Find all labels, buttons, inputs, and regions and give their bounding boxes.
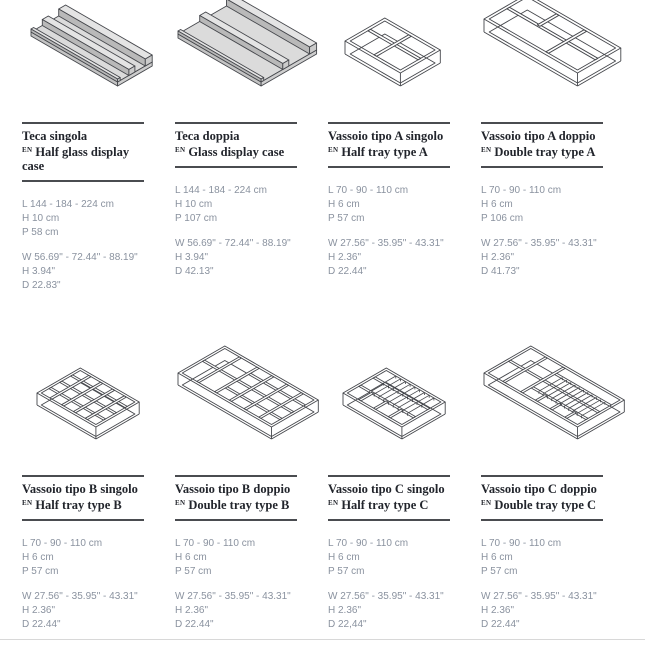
dim-width-in: W 27.56" - 35.95" - 43.31" (481, 238, 597, 249)
dim-depth-cm: P 57 cm (22, 566, 59, 577)
product-illustration (481, 0, 603, 122)
dimensions-metric (328, 537, 450, 579)
product-illustration (481, 353, 603, 475)
dim-width-in: W 27.56" - 35.95" - 43.31" (328, 238, 444, 249)
product-name-it: Vassoio tipo A singolo (328, 129, 444, 143)
product-card (481, 353, 603, 632)
dim-length-cm: L 144 - 184 - 224 cm (175, 185, 267, 196)
product-name-en-line (175, 143, 297, 159)
language-tag: EN (22, 146, 33, 154)
dim-height-in: H 3.94" (22, 266, 56, 277)
dim-length-cm: L 70 - 90 - 110 cm (175, 538, 256, 549)
illustration-half-glass-display-case (28, 2, 156, 89)
dim-width-in: W 27.56" - 35.95" - 43.31" (22, 591, 138, 602)
dim-height-in: H 2.36" (328, 605, 362, 616)
dim-height-in: H 2.36" (481, 252, 515, 263)
dim-length-cm: L 70 - 90 - 110 cm (22, 538, 103, 549)
language-tag: EN (481, 146, 492, 154)
product-name-en-line (481, 143, 603, 159)
product-card (328, 353, 450, 632)
product-name-en-line (328, 496, 450, 512)
dim-width-in: W 27.56" - 35.95" - 43.31" (328, 591, 444, 602)
product-name-it: Vassoio tipo B doppio (175, 482, 291, 496)
product-illustration (175, 0, 297, 122)
dim-length-cm: L 70 - 90 - 110 cm (328, 185, 409, 196)
product-name-en: Double tray type B (188, 498, 290, 512)
product-illustration (328, 0, 450, 122)
product-title-block (175, 122, 297, 168)
product-illustration (22, 353, 144, 475)
product-name-en: Glass display case (188, 145, 285, 159)
dim-depth-in: D 22,44" (328, 619, 367, 630)
product-card (328, 0, 450, 279)
language-tag: EN (328, 499, 339, 507)
dimensions-metric (481, 184, 603, 226)
dimensions-imperial (328, 590, 450, 632)
dimensions-metric (328, 184, 450, 226)
dim-depth-cm: P 57 cm (481, 566, 518, 577)
dim-length-cm: L 70 - 90 - 110 cm (481, 538, 562, 549)
dimensions-metric (175, 537, 297, 579)
dim-height-in: H 2.36" (481, 605, 515, 616)
product-name-it: Teca singola (22, 129, 88, 143)
dimensions-imperial (481, 237, 603, 279)
dim-length-cm: L 144 - 184 - 224 cm (22, 199, 114, 210)
language-tag: EN (328, 146, 339, 154)
product-card (175, 0, 297, 279)
product-name-en: Double tray type A (494, 145, 596, 159)
dim-height-in: H 2.36" (328, 252, 362, 263)
product-card (22, 353, 144, 632)
dimensions-imperial (175, 590, 297, 632)
illustration-half-tray-c (340, 365, 449, 442)
dim-depth-in: D 22.44" (22, 619, 61, 630)
product-name-it: Vassoio tipo C singolo (328, 482, 445, 496)
product-name-it: Teca doppia (175, 129, 240, 143)
product-name-en-line (22, 496, 144, 512)
dimensions-imperial (22, 590, 144, 632)
product-name-en: Half tray type C (341, 498, 429, 512)
product-name-it: Vassoio tipo A doppio (481, 129, 596, 143)
product-name-en: Double tray type C (494, 498, 597, 512)
language-tag: EN (175, 146, 186, 154)
page-footer-rule (0, 639, 645, 640)
product-name-en-line (22, 143, 144, 173)
dim-width-in: W 56.69" - 72.44" - 88.19" (22, 252, 138, 263)
product-name-it: Vassoio tipo C doppio (481, 482, 597, 496)
dim-length-cm: L 70 - 90 - 110 cm (328, 538, 409, 549)
language-tag: EN (175, 499, 186, 507)
dim-depth-cm: P 106 cm (481, 213, 524, 224)
product-illustration (22, 0, 144, 122)
dimensions-imperial (22, 251, 144, 293)
language-tag: EN (481, 499, 492, 507)
illustration-double-tray-c (481, 343, 628, 442)
dimensions-imperial (175, 237, 297, 279)
dim-depth-in: D 22.83" (22, 280, 61, 291)
product-name-en-line (328, 143, 450, 159)
product-title-block (22, 122, 144, 182)
dim-depth-cm: P 58 cm (22, 227, 59, 238)
dim-height-cm: H 6 cm (481, 552, 513, 563)
dim-height-cm: H 10 cm (22, 213, 60, 224)
product-title-block (175, 475, 297, 521)
dim-height-cm: H 6 cm (481, 199, 513, 210)
product-grid (22, 0, 603, 632)
illustration-double-tray-b (175, 343, 322, 442)
product-name-en: Half tray type A (341, 145, 428, 159)
dimensions-metric (481, 537, 603, 579)
dim-width-in: W 56.69" - 72.44" - 88.19" (175, 238, 291, 249)
dimensions-metric (175, 184, 297, 226)
dim-depth-in: D 22.44" (328, 266, 367, 277)
illustration-half-tray-b (34, 365, 143, 442)
dim-height-cm: H 10 cm (175, 199, 213, 210)
dimensions-imperial (481, 590, 603, 632)
product-card (481, 0, 603, 279)
product-illustration (328, 353, 450, 475)
illustration-double-tray-a (481, 0, 624, 89)
product-title-block (328, 475, 450, 521)
dimensions-metric (22, 198, 144, 240)
dim-length-cm: L 70 - 90 - 110 cm (481, 185, 562, 196)
product-name-en: Half tray type B (35, 498, 122, 512)
dim-height-cm: H 6 cm (22, 552, 54, 563)
dim-depth-cm: P 57 cm (175, 566, 212, 577)
dim-depth-cm: P 57 cm (328, 566, 365, 577)
product-name-en: Half glass display case (22, 145, 130, 173)
dim-height-in: H 3.94" (175, 252, 209, 263)
dimensions-imperial (328, 237, 450, 279)
dim-depth-cm: P 57 cm (328, 213, 365, 224)
dim-height-cm: H 6 cm (175, 552, 207, 563)
product-title-block (481, 475, 603, 521)
dim-depth-in: D 22.44" (481, 619, 520, 630)
product-title-block (22, 475, 144, 521)
product-name-en-line (481, 496, 603, 512)
dimensions-metric (22, 537, 144, 579)
dim-height-cm: H 6 cm (328, 552, 360, 563)
dim-height-in: H 2.36" (22, 605, 56, 616)
dim-width-in: W 27.56" - 35.95" - 43.31" (175, 591, 291, 602)
product-name-it: Vassoio tipo B singolo (22, 482, 138, 496)
product-title-block (328, 122, 450, 168)
product-card (175, 353, 297, 632)
product-illustration (175, 353, 297, 475)
dim-depth-in: D 22.44" (175, 619, 214, 630)
product-card (22, 0, 144, 293)
illustration-glass-display-case (175, 0, 320, 89)
dim-depth-in: D 42.13" (175, 266, 214, 277)
illustration-half-tray-a (342, 15, 444, 89)
dim-height-cm: H 6 cm (328, 199, 360, 210)
dim-depth-cm: P 107 cm (175, 213, 218, 224)
product-title-block (481, 122, 603, 168)
dim-depth-in: D 41.73" (481, 266, 520, 277)
dim-width-in: W 27.56" - 35.95" - 43.31" (481, 591, 597, 602)
product-name-en-line (175, 496, 297, 512)
language-tag: EN (22, 499, 33, 507)
dim-height-in: H 2.36" (175, 605, 209, 616)
